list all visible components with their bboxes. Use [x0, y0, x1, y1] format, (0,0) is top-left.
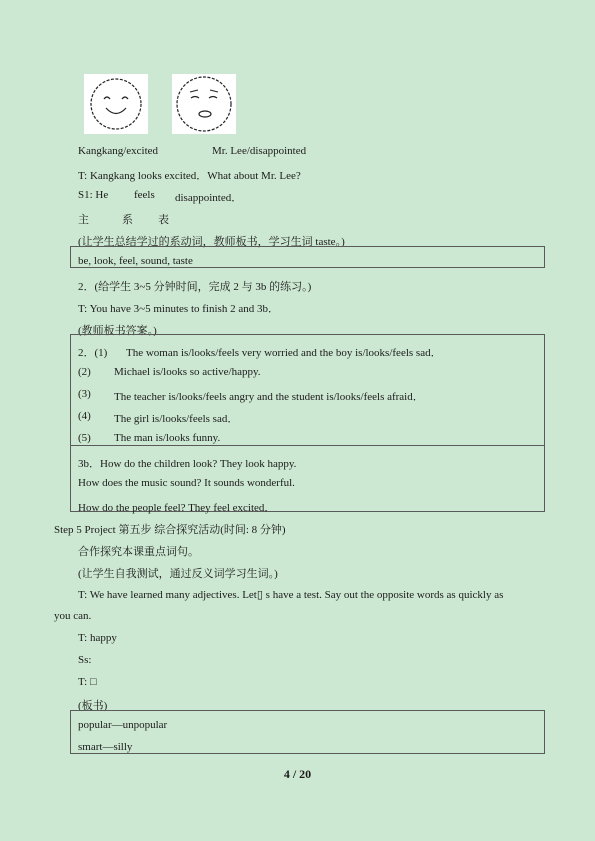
- smiling-face-icon: [84, 74, 148, 134]
- note-linking-verbs: (让学生总结学过的系动词，教师板书，学习生词 taste。): [78, 236, 345, 248]
- student-line-1b: feels: [134, 189, 155, 201]
- student-line-1a: S1: He: [78, 189, 109, 201]
- caption-left: Kangkang/excited: [78, 145, 159, 157]
- sad-face-image: [172, 74, 236, 134]
- sad-face-icon: [172, 74, 236, 134]
- label-xi: 系: [122, 214, 133, 226]
- step5-teacher-line-1: T: We have learned many adjectives. Let▯ s have a test. Say out the opposite words as quickly as: [78, 589, 504, 601]
- opposites-box: [70, 710, 545, 754]
- step5-board-label: (板书): [78, 700, 108, 712]
- linking-verbs-text: be, look, feel, sound, taste: [78, 255, 193, 267]
- page-number: 4 / 20: [283, 767, 312, 781]
- answer-num-2: (2): [78, 366, 91, 378]
- opposite-pair-2: smart—silly: [78, 741, 133, 753]
- note-board-answers: (教师板书答案。): [78, 325, 157, 337]
- answer-text-3: The teacher is/looks/feels angry and the student is/looks/feels afraid．: [114, 391, 424, 403]
- step5-students: Ss:: [78, 654, 92, 666]
- step5-heading: Step 5 Project 第五步 综合探究活动(时间: 8 分钟): [54, 524, 286, 536]
- answer-text-5: The man is/looks funny.: [114, 432, 221, 444]
- answer-num-4: (4): [78, 410, 91, 422]
- answer-num-1: 2．(1): [78, 347, 108, 359]
- step5-teacher-blank: T: □: [78, 676, 97, 688]
- step5-sub: 合作探究本课重点词句。: [78, 546, 199, 558]
- answer-text-2: Michael is/looks so active/happy.: [114, 366, 261, 378]
- label-biao: 表: [158, 214, 169, 226]
- answer-3b-line-3: How do the people feel? They feel excited．: [78, 502, 276, 514]
- answer-num-3: (3): [78, 388, 91, 400]
- step2-instruction: 2．(给学生 3~5 分钟时间，完成 2 与 3b 的练习。): [78, 281, 312, 293]
- answer-text-1: The woman is/looks/feels very worried and the boy is/looks/feels sad．: [126, 347, 442, 359]
- step5-teacher-line-2: you can.: [54, 610, 92, 622]
- answer-3b-line-1: 3b．How do the children look? They look happy.: [78, 458, 297, 470]
- answer-text-4: The girl is/looks/feels sad．: [114, 413, 239, 425]
- opposite-pair-1: popular—unpopular: [78, 719, 168, 731]
- teacher-line-2: T: You have 3~5 minutes to finish 2 and 3b．: [78, 303, 279, 315]
- step5-teacher-happy: T: happy: [78, 632, 117, 644]
- step5-note: (让学生自我测试，通过反义词学习生词。): [78, 568, 278, 580]
- teacher-line-1: T: Kangkang looks excited．What about Mr. Lee?: [78, 170, 301, 182]
- student-line-1c: disappointed．: [175, 192, 243, 204]
- answer-num-5: (5): [78, 432, 91, 444]
- caption-right: Mr. Lee/disappointed: [212, 145, 307, 157]
- label-zhu: 主: [78, 214, 89, 226]
- smiling-face-image: [84, 74, 148, 134]
- answer-3b-line-2: How does the music sound? It sounds wonderful.: [78, 477, 295, 489]
